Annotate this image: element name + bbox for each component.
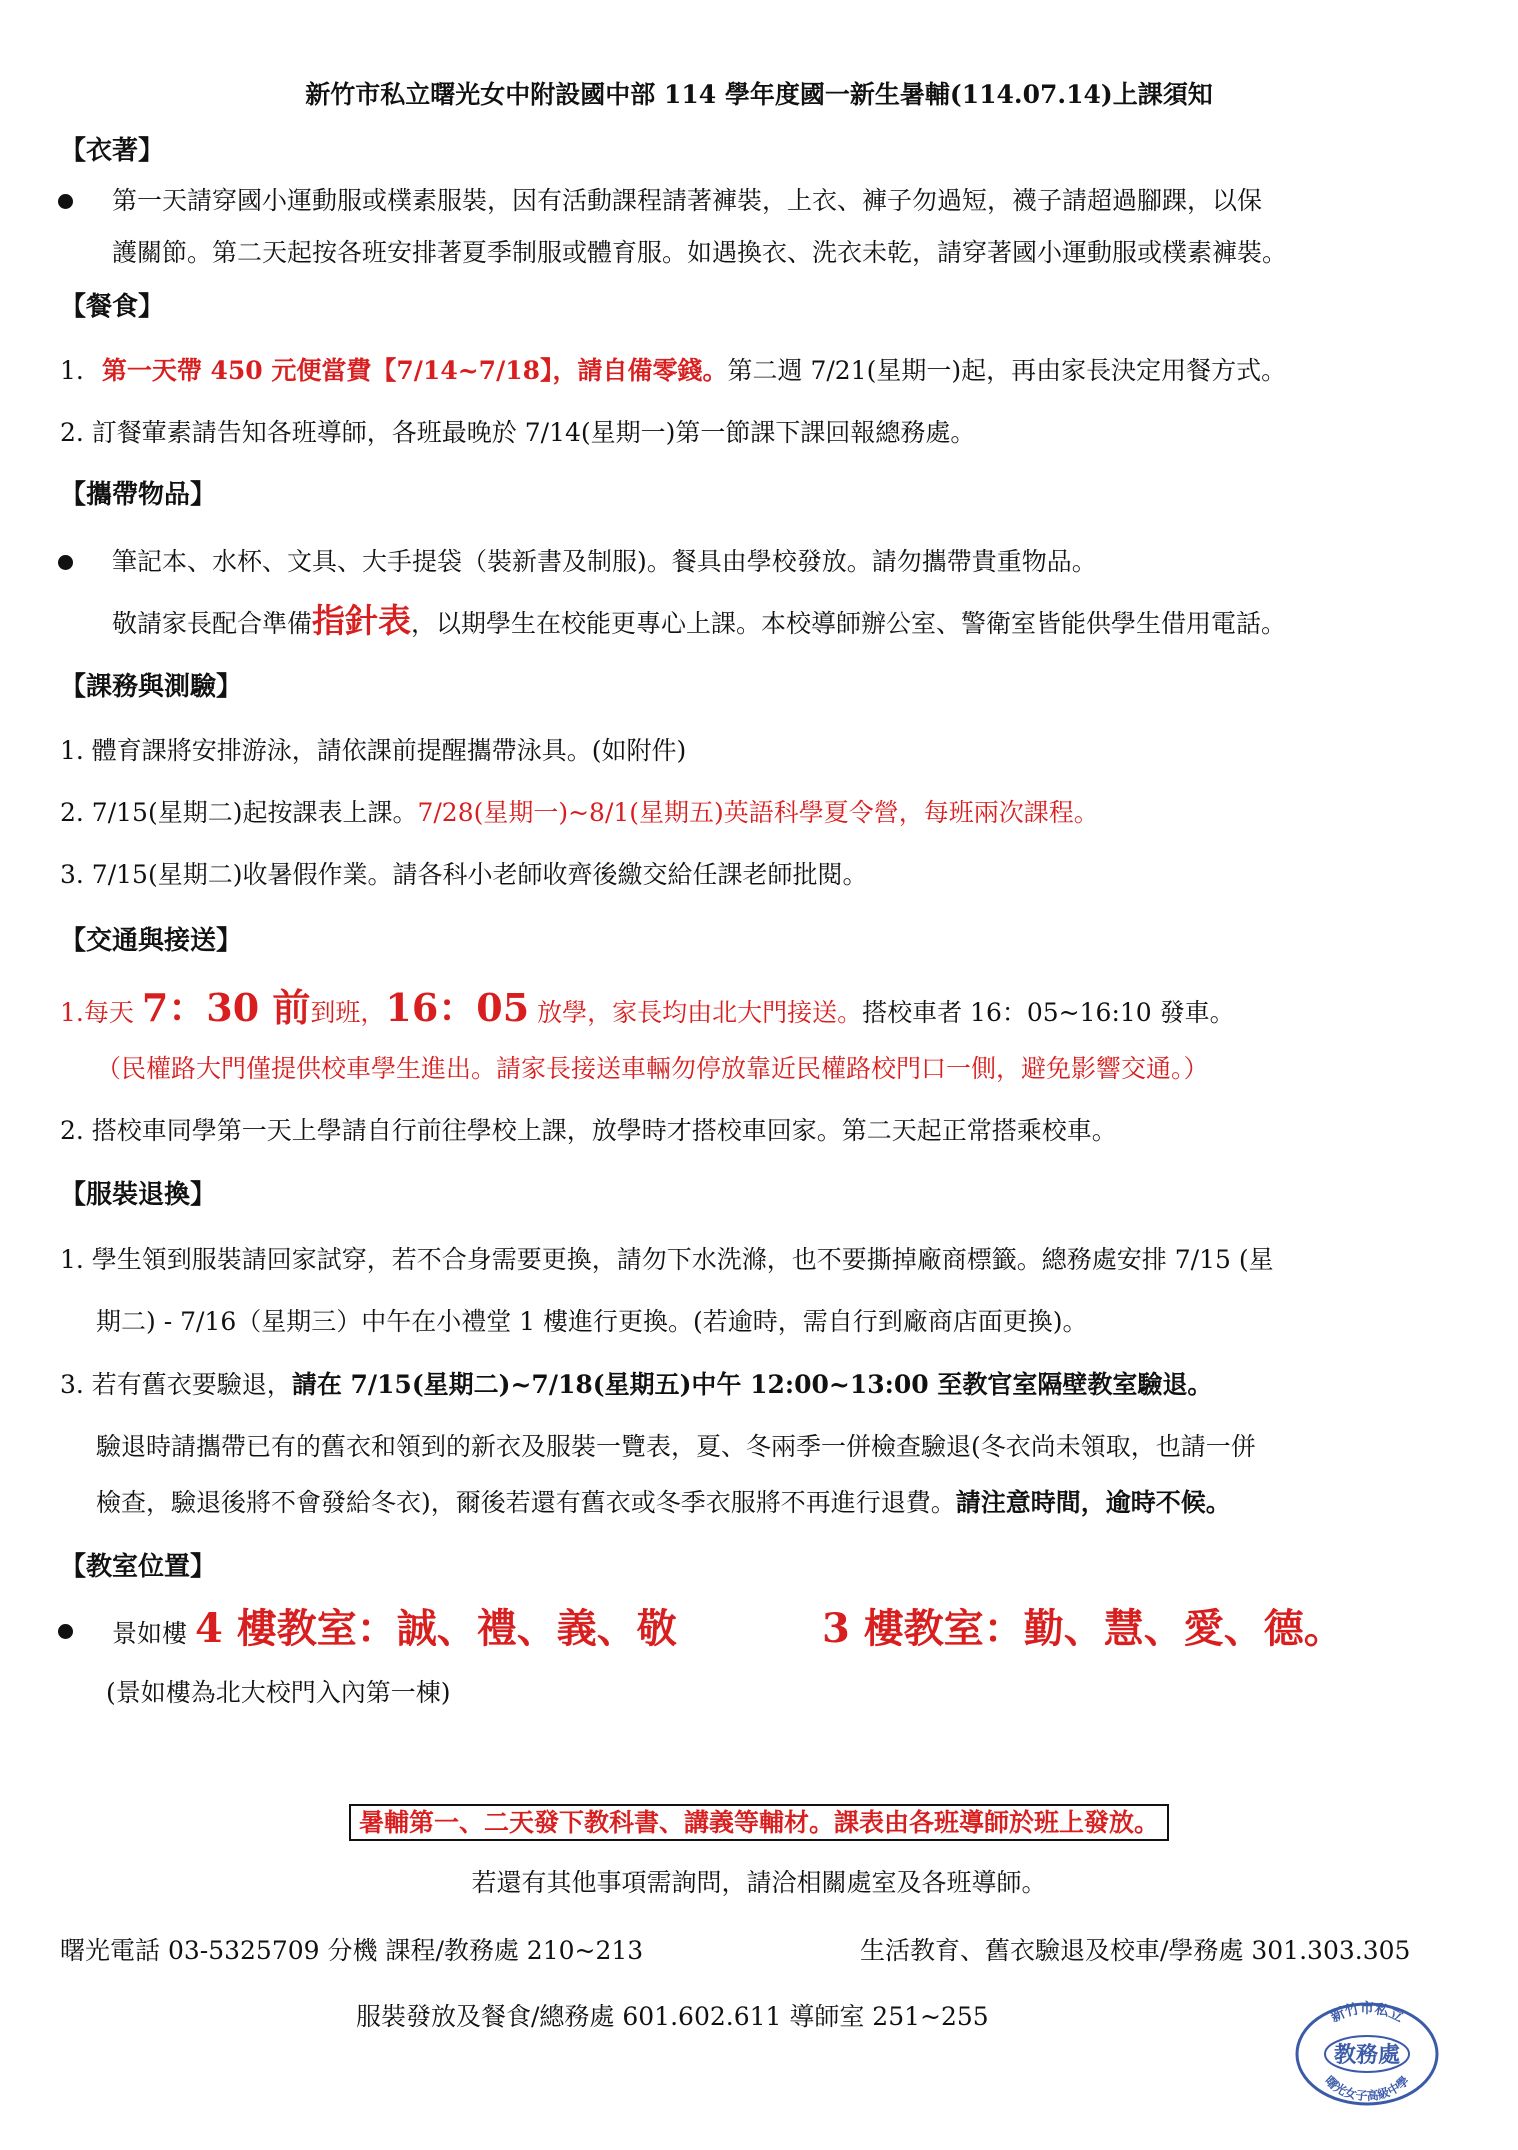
coursework-item-2 [60,796,1099,830]
footer-phone-right: 生活教育、舊衣驗退及校車/學務處 301.303.305 [860,1936,1411,1965]
classroom-floor-3-line [822,1604,1344,1659]
items-line-2-post: ，以期學生在校能更專心上課。本校導師辦公室、警衛室皆能供學生借用電話。 [411,609,1287,638]
clothing-heading: 【衣著】 [60,136,165,166]
transport-note: （民權路大門僅提供校車學生進出。請家長接送車輛勿停放靠近民權路校門口一側，避免影響交通。） [96,1054,1209,1083]
transport-item-2: 2. 搭校車同學第一天上學請自行前往學校上課，放學時才搭校車回家。第二天起正常搭乘校車。 [60,1116,1117,1145]
items-watch-highlight: 指針表 [312,601,412,640]
svg-text:曙光女子高級中學: 曙光女子高級中學 [1322,2073,1412,2104]
clothing-line-1: 第一天請穿國小運動服或樸素服裝，因有活動課程請著褲裝，上衣、褲子勿過短，襪子請超過腳踝，以保 [112,186,1263,215]
meals-heading: 【餐食】 [60,292,165,322]
items-line-2 [112,601,1287,641]
coursework-item-2-highlight: 7/28(星期一)~8/1(星期五)英語科學夏令營，每班兩次課程。 [417,798,1099,827]
uniform-item-3-line-2: 驗退時請攜帶已有的舊衣和領到的新衣及服裝一覽表，夏、冬兩季一併檢查驗退(冬衣尚未領取，也請一併 [96,1432,1256,1461]
footer-boxed-notice: 暑輔第一、二天發下教科書、講義等輔材。課表由各班導師於班上發放。 [349,1804,1169,1841]
school-seal-stamp [1292,2000,1442,2108]
items-heading: 【攜帶物品】 [60,480,217,510]
uniform-item-3-line-3 [96,1486,1231,1520]
uniform-item-1-line-2: 期二) - 7/16（星期三）中午在小禮堂 1 樓進行更換。(若逾時，需自行到廠商店面更換)。 [96,1307,1088,1336]
uniform-item-1-line-1: 1. 學生領到服裝請回家試穿，若不合身需要更換，請勿下水洗滌，也不要撕掉廠商標籤。總務處安排 7/15 (星 [60,1245,1274,1274]
bullet-icon [58,1624,73,1639]
classroom-note: (景如樓為北大校門入內第一棟) [106,1678,451,1707]
meals-item-1-rest: 第二週 7/21(星期一)起，再由家長決定用餐方式。 [727,356,1287,385]
uniform-heading: 【服裝退換】 [60,1180,217,1210]
transport-item-1-a: 1.每天 [60,998,142,1027]
footer-phone-left: 曙光電話 03-5325709 分機 課程/教務處 210~213 [60,1936,644,1965]
items-line-2-pre: 敬請家長配合準備 [112,609,313,638]
transport-heading: 【交通與接送】 [60,926,243,956]
coursework-item-1: 1. 體育課將安排游泳，請依課前提醒攜帶泳具。(如附件) [60,736,687,765]
transport-item-1-c: 放學，家長均由北大門接送。 [529,998,863,1027]
clothing-line-2: 護關節。第二天起按各班安排著夏季制服或體育服。如遇換衣、洗衣未乾，請穿著國小運動服或樸素褲裝。 [112,238,1288,267]
bullet-icon [58,555,73,570]
bullet-icon [58,194,73,209]
coursework-item-2-pre: 2. 7/15(星期二)起按課表上課。 [60,798,418,827]
classroom-line [112,1604,677,1659]
classroom-floor-3: 3 樓教室：勤、慧、愛、德。 [822,1605,1344,1652]
svg-text:新竹市私立: 新竹市私立 [1328,2001,1406,2026]
transport-item-1-d: 搭校車者 16：05~16:10 發車。 [862,998,1235,1027]
footer-boxed-notice-wrap [0,1806,1518,1840]
coursework-item-3: 3. 7/15(星期二)收暑假作業。請各科小老師收齊後繳交給任課老師批閱。 [60,860,868,889]
uniform-item-3-warning: 請注意時間，逾時不候。 [955,1488,1231,1517]
meals-item-1-number: 1. [60,356,84,385]
uniform-item-3-line-3-pre: 檢查，驗退後將不會發給冬衣)，爾後若還有舊衣或冬季衣服將不再進行退費。 [96,1488,956,1517]
page-title: 新竹市私立曙光女中附設國中部 114 學年度國一新生暑輔(114.07.14)上課須知 [305,80,1213,109]
footer-phone-bottom: 服裝發放及餐食/總務處 601.602.611 導師室 251~255 [356,2002,989,2031]
uniform-item-3-pre: 3. 若有舊衣要驗退， [60,1370,292,1399]
items-line-1: 筆記本、水杯、文具、大手提袋（裝新書及制服)。餐具由學校發放。請勿攜帶貴重物品。 [112,547,1097,576]
transport-item-1-b: 到班， [310,998,386,1027]
footer-inquiry: 若還有其他事項需詢問，請洽相關處室及各班導師。 [471,1868,1047,1897]
uniform-item-3-line-1 [60,1368,1212,1402]
meals-item-1-highlight: 第一天帶 450 元便當費【7/14~7/18】，請自備零錢。 [101,356,728,385]
uniform-item-3-bold: 請在 7/15(星期二)~7/18(星期五)中午 12:00~13:00 至教官室隔壁教室驗退。 [291,1370,1213,1399]
classroom-floor-4: 4 樓教室：誠、禮、義、敬 [194,1605,677,1652]
coursework-heading: 【課務與測驗】 [60,672,243,702]
meals-item-1 [60,354,1286,388]
meals-item-2: 2. 訂餐葷素請告知各班導師，各班最晚於 7/14(星期一)第一節課下課回報總務處。 [60,418,976,447]
arrival-time: 7：30 前 [141,985,311,1030]
transport-item-1 [60,984,1235,1037]
classroom-building: 景如樓 [112,1619,188,1648]
svg-text:教務處: 教務處 [1333,2042,1401,2068]
classroom-heading: 【教室位置】 [60,1552,217,1582]
dismissal-time: 16：05 [385,985,530,1030]
